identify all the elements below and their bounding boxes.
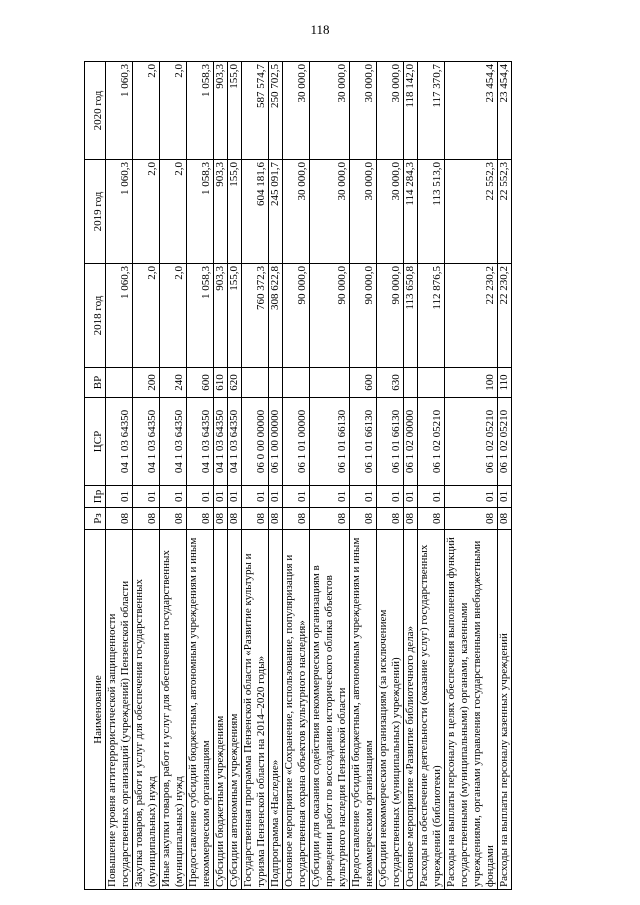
cell-name: Государственная программа Пензенской области «Развитие культуры и туризма Пензенской области на 2014–2020 годы» <box>242 530 269 890</box>
cell-vr: 600 <box>350 368 377 398</box>
cell-vr: 240 <box>160 368 187 398</box>
cell-csr: 06 1 02 00000 <box>404 398 418 486</box>
cell-vr: 110 <box>498 368 512 398</box>
cell-name: Субсидии автономным учреждениям <box>228 530 242 890</box>
cell-rz: 08 <box>350 508 377 530</box>
cell-y2019: 604 181,6 <box>242 160 269 264</box>
cell-rz: 08 <box>377 508 404 530</box>
cell-y2020: 903,3 <box>214 62 228 160</box>
cell-rz: 08 <box>187 508 214 530</box>
cell-csr: 04 1 03 64350 <box>160 398 187 486</box>
cell-y2019: 1 060,3 <box>106 160 133 264</box>
header-cell: 2019 год <box>85 160 106 264</box>
cell-y2018: 22 230,2 <box>445 264 498 368</box>
cell-csr: 06 1 01 00000 <box>283 398 310 486</box>
cell-rz: 08 <box>498 508 512 530</box>
table-row <box>283 62 310 890</box>
cell-rz: 08 <box>242 508 269 530</box>
cell-rz: 08 <box>283 508 310 530</box>
table-row <box>418 62 445 890</box>
cell-name: Субсидии бюджетным учреждениям <box>214 530 228 890</box>
cell-y2020: 30 000,0 <box>377 62 404 160</box>
table-row <box>160 62 187 890</box>
cell-y2020: 2,0 <box>160 62 187 160</box>
cell-vr: 600 <box>187 368 214 398</box>
cell-y2020: 2,0 <box>133 62 160 160</box>
cell-rz: 08 <box>133 508 160 530</box>
cell-pr: 01 <box>228 486 242 508</box>
cell-y2020: 23 454,4 <box>498 62 512 160</box>
cell-y2020: 587 574,7 <box>242 62 269 160</box>
budget-table-frame <box>84 62 604 890</box>
header-cell: 2018 год <box>85 264 106 368</box>
cell-y2020: 250 702,5 <box>269 62 283 160</box>
cell-rz: 08 <box>228 508 242 530</box>
cell-y2020: 1 060,3 <box>106 62 133 160</box>
cell-y2018: 1 058,3 <box>187 264 214 368</box>
cell-csr: 06 1 02 05210 <box>418 398 445 486</box>
table-row <box>214 62 228 890</box>
table-row <box>269 62 283 890</box>
cell-rz: 08 <box>445 508 498 530</box>
table-row <box>310 62 350 890</box>
cell-name: Субсидии для оказания содействия некоммерческим организациям в проведении работ по воссозданию исторического облика объектов культурного наследия Пензенской области <box>310 530 350 890</box>
cell-y2018: 22 230,2 <box>498 264 512 368</box>
cell-csr: 06 1 00 00000 <box>269 398 283 486</box>
cell-y2020: 30 000,0 <box>310 62 350 160</box>
cell-vr <box>418 368 445 398</box>
cell-csr: 06 1 02 05210 <box>498 398 512 486</box>
cell-pr: 01 <box>106 486 133 508</box>
cell-y2019: 245 091,7 <box>269 160 283 264</box>
cell-y2018: 90 000,0 <box>310 264 350 368</box>
cell-y2019: 113 513,0 <box>418 160 445 264</box>
cell-y2020: 30 000,0 <box>350 62 377 160</box>
cell-vr: 200 <box>133 368 160 398</box>
cell-name: Расходы на выплаты персоналу казенных учреждений <box>498 530 512 890</box>
table-row <box>106 62 133 890</box>
table-row <box>228 62 242 890</box>
cell-rz: 08 <box>269 508 283 530</box>
cell-y2018: 112 876,5 <box>418 264 445 368</box>
cell-name: Подпрограмма «Наследие» <box>269 530 283 890</box>
cell-name: Предоставление субсидий бюджетным, автономным учреждениям и иным некоммерческим организациям <box>350 530 377 890</box>
header-cell: Рз <box>85 508 106 530</box>
cell-pr: 01 <box>133 486 160 508</box>
cell-vr <box>106 368 133 398</box>
cell-pr: 01 <box>445 486 498 508</box>
rotated-page-area <box>84 62 604 890</box>
table-row <box>498 62 512 890</box>
cell-y2019: 30 000,0 <box>350 160 377 264</box>
cell-pr: 01 <box>418 486 445 508</box>
cell-y2019: 2,0 <box>160 160 187 264</box>
cell-y2020: 117 370,7 <box>418 62 445 160</box>
cell-csr: 06 1 01 66130 <box>377 398 404 486</box>
cell-y2020: 30 000,0 <box>283 62 310 160</box>
cell-pr: 01 <box>310 486 350 508</box>
table-row <box>445 62 498 890</box>
cell-csr: 04 1 03 64350 <box>106 398 133 486</box>
cell-rz: 08 <box>160 508 187 530</box>
cell-y2018: 113 650,8 <box>404 264 418 368</box>
cell-pr: 01 <box>377 486 404 508</box>
cell-csr: 06 1 01 66130 <box>350 398 377 486</box>
table-row <box>377 62 404 890</box>
cell-y2019: 30 000,0 <box>377 160 404 264</box>
cell-vr <box>242 368 269 398</box>
cell-pr: 01 <box>283 486 310 508</box>
cell-pr: 01 <box>404 486 418 508</box>
cell-rz: 08 <box>404 508 418 530</box>
cell-name: Повышение уровня антитеррористической защищенности государственных организаций (учреждений) Пензенской области <box>106 530 133 890</box>
table-header-row <box>85 62 106 890</box>
cell-y2018: 1 060,3 <box>106 264 133 368</box>
cell-vr <box>404 368 418 398</box>
cell-y2020: 1 058,3 <box>187 62 214 160</box>
cell-rz: 08 <box>418 508 445 530</box>
cell-csr: 04 1 03 64350 <box>228 398 242 486</box>
cell-rz: 08 <box>310 508 350 530</box>
header-cell: Наименование <box>85 530 106 890</box>
page-number: 118 <box>310 22 330 37</box>
table-row <box>242 62 269 890</box>
cell-csr: 04 1 03 64350 <box>214 398 228 486</box>
header-cell: Пр <box>85 486 106 508</box>
cell-y2018: 155,0 <box>228 264 242 368</box>
cell-y2018: 90 000,0 <box>377 264 404 368</box>
cell-y2019: 155,0 <box>228 160 242 264</box>
cell-csr: 04 1 03 64350 <box>133 398 160 486</box>
cell-pr: 01 <box>187 486 214 508</box>
cell-vr <box>283 368 310 398</box>
cell-csr: 06 1 02 05210 <box>445 398 498 486</box>
cell-y2019: 903,3 <box>214 160 228 264</box>
cell-y2020: 155,0 <box>228 62 242 160</box>
cell-name: Иные закупки товаров, работ и услуг для обеспечения государственных (муниципальных) нужд <box>160 530 187 890</box>
cell-y2020: 23 454,4 <box>445 62 498 160</box>
cell-y2018: 308 622,8 <box>269 264 283 368</box>
cell-pr: 01 <box>498 486 512 508</box>
cell-vr: 100 <box>445 368 498 398</box>
cell-pr: 01 <box>269 486 283 508</box>
cell-vr: 620 <box>228 368 242 398</box>
cell-name: Расходы на выплаты персоналу в целях обеспечения выполнения функций государственными (муниципальными) органами, казенными учреждениями, органами управления государственными внебюджетными фондами <box>445 530 498 890</box>
cell-pr: 01 <box>160 486 187 508</box>
cell-pr: 01 <box>242 486 269 508</box>
header-cell: 2020 год <box>85 62 106 160</box>
table-row <box>350 62 377 890</box>
cell-y2018: 2,0 <box>160 264 187 368</box>
cell-y2020: 118 142,0 <box>404 62 418 160</box>
cell-y2019: 30 000,0 <box>310 160 350 264</box>
cell-rz: 08 <box>214 508 228 530</box>
cell-y2018: 760 372,3 <box>242 264 269 368</box>
cell-name: Основное мероприятие «Сохранение, использование, популяризация и государственная охрана объектов культурного наследия» <box>283 530 310 890</box>
cell-y2019: 22 552,3 <box>498 160 512 264</box>
budget-table <box>84 61 512 890</box>
cell-y2019: 2,0 <box>133 160 160 264</box>
cell-vr <box>269 368 283 398</box>
table-row <box>133 62 160 890</box>
cell-y2018: 90 000,0 <box>283 264 310 368</box>
cell-csr: 06 0 00 00000 <box>242 398 269 486</box>
cell-pr: 01 <box>350 486 377 508</box>
cell-pr: 01 <box>214 486 228 508</box>
cell-name: Основное мероприятие «Развитие библиотечного дела» <box>404 530 418 890</box>
cell-y2018: 90 000,0 <box>350 264 377 368</box>
cell-y2019: 1 058,3 <box>187 160 214 264</box>
header-cell: ВР <box>85 368 106 398</box>
cell-name: Предоставление субсидий бюджетным, автономным учреждениям и иным некоммерческим организациям <box>187 530 214 890</box>
cell-name: Субсидии некоммерческим организациям (за исключением государственных (муниципальных) учреждений) <box>377 530 404 890</box>
cell-rz: 08 <box>106 508 133 530</box>
cell-y2019: 30 000,0 <box>283 160 310 264</box>
table-row <box>187 62 214 890</box>
cell-csr: 06 1 01 66130 <box>310 398 350 486</box>
header-cell: ЦСР <box>85 398 106 486</box>
cell-vr <box>310 368 350 398</box>
cell-vr: 630 <box>377 368 404 398</box>
cell-y2018: 2,0 <box>133 264 160 368</box>
cell-y2019: 114 284,3 <box>404 160 418 264</box>
cell-csr: 04 1 03 64350 <box>187 398 214 486</box>
table-row <box>404 62 418 890</box>
cell-y2018: 903,3 <box>214 264 228 368</box>
cell-y2019: 22 552,3 <box>445 160 498 264</box>
cell-vr: 610 <box>214 368 228 398</box>
cell-name: Расходы на обеспечение деятельности (оказание услуг) государственных учреждений (библиотеки) <box>418 530 445 890</box>
cell-name: Закупка товаров, работ и услуг для обеспечения государственных (муниципальных) нужд <box>133 530 160 890</box>
